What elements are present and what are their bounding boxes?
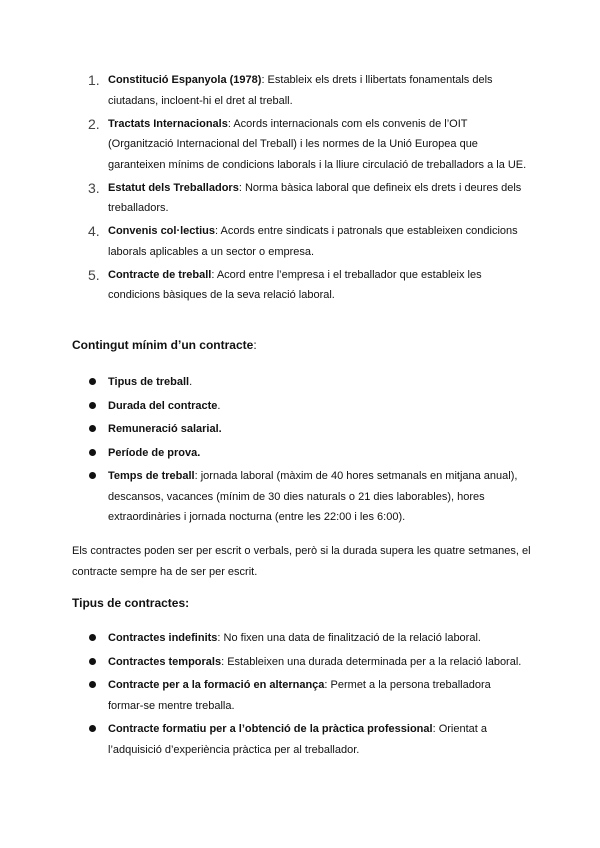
bullet-icon <box>89 449 96 456</box>
bullet-icon <box>89 402 96 409</box>
list-item <box>88 178 528 219</box>
list-item-term: Contracte per a la formació en alternança <box>108 679 325 691</box>
list-item <box>88 396 528 417</box>
list-item-term: Contracte de treball <box>108 268 212 281</box>
list-number: 2. <box>88 115 100 132</box>
list-number: 5. <box>88 266 100 283</box>
list-item <box>88 419 528 440</box>
list-item-term: Tractats Internacionals <box>108 117 228 130</box>
list-number: 4. <box>88 223 100 239</box>
bullet-icon <box>89 425 96 432</box>
list-item-text: : Acords internacionals com els convenis de l’OIT (Organització Internacional del Treball) i les normes de la Unió Europea que garanteixen mínims de condicions laborals i la lliure circulació de treballadors a la UE. <box>108 117 527 171</box>
list-item-term: Durada del contracte <box>108 399 218 412</box>
list-item <box>88 652 528 673</box>
list-item-term: Contractes temporals <box>108 655 222 668</box>
list-item <box>88 372 528 393</box>
list-item <box>88 265 528 306</box>
bullet-icon <box>89 472 96 479</box>
list-item-term: Tipus de treball <box>108 376 190 388</box>
bullet-icon <box>89 725 96 732</box>
list-item-text: . <box>189 376 193 388</box>
list-item-term: Estatut dels Treballadors <box>108 181 239 194</box>
list-item-term: Remuneració salarial. <box>108 423 222 435</box>
list-item-text: : Orientat a l’adquisició d’experiència pràctica per al treballador. <box>108 723 487 756</box>
list-item <box>88 719 528 760</box>
list-item-term: Contracte formatiu per a l’obtenció de la pràctica professional <box>108 723 433 735</box>
list-item-term: Temps de treball <box>108 470 195 482</box>
list-item <box>88 675 528 716</box>
list-item <box>88 114 528 176</box>
legal-sources-list <box>88 70 528 308</box>
list-number: 3. <box>88 179 100 196</box>
body-paragraph: Els contractes poden ser per escrit o verbals, però si la durada supera les quatre setmanes, el contracte sempre ha de ser per escrit. <box>72 545 531 578</box>
list-item <box>88 466 528 528</box>
list-number: 1. <box>88 72 100 88</box>
bullet-icon <box>89 378 96 385</box>
heading-suffix: : <box>253 338 257 352</box>
list-item-term: Contractes indefinits <box>108 632 218 644</box>
list-item-term: Període de prova. <box>108 446 201 459</box>
list-item <box>88 628 528 649</box>
bullet-icon <box>89 658 96 665</box>
list-item-text: : Estableix els drets i llibertats fonamentals dels ciutadans, incloent-hi el dret al treball. <box>108 74 493 107</box>
heading-text: Contingut mínim d’un contracte <box>72 338 254 352</box>
list-item <box>88 221 528 262</box>
list-item-text: : Estableixen una durada determinada per a la relació laboral. <box>221 655 522 668</box>
section-heading-contingut <box>72 338 257 352</box>
bullet-icon <box>89 634 96 641</box>
list-item <box>88 443 528 464</box>
contract-types-list <box>88 628 528 763</box>
list-item-text: : Norma bàsica laboral que defineix els drets i deures dels treballadors. <box>108 181 522 214</box>
bullet-icon <box>89 681 96 688</box>
list-item-text: : jornada laboral (màxim de 40 hores setmanals en mitjana anual), descansos, vacances (mínim de 30 dies naturals o 21 dies laborables), hores extraordinàries i jornada nocturna (entre les 22:00 i les 6:00). <box>108 470 518 523</box>
list-item-term: Convenis col·lectius <box>108 225 215 237</box>
list-item-text: : Permet a la persona treballadora formar-se mentre treballa. <box>108 679 491 712</box>
heading-text: Tipus de contractes: <box>72 596 190 610</box>
list-item-term: Constitució Espanyola (1978) <box>108 74 262 86</box>
list-item-text: . <box>217 399 221 412</box>
list-item-text: : Acord entre l’empresa i el treballador que estableix les condicions bàsiques de la seva relació laboral. <box>108 268 482 301</box>
list-item <box>88 70 528 111</box>
contract-content-list <box>88 372 528 531</box>
section-heading-tipus <box>72 596 189 610</box>
list-item-text: : Acords entre sindicats i patronals que estableixen condicions laborals aplicables a un sector o empresa. <box>108 225 518 258</box>
list-item-text: : No fixen una data de finalització de la relació laboral. <box>217 632 481 644</box>
